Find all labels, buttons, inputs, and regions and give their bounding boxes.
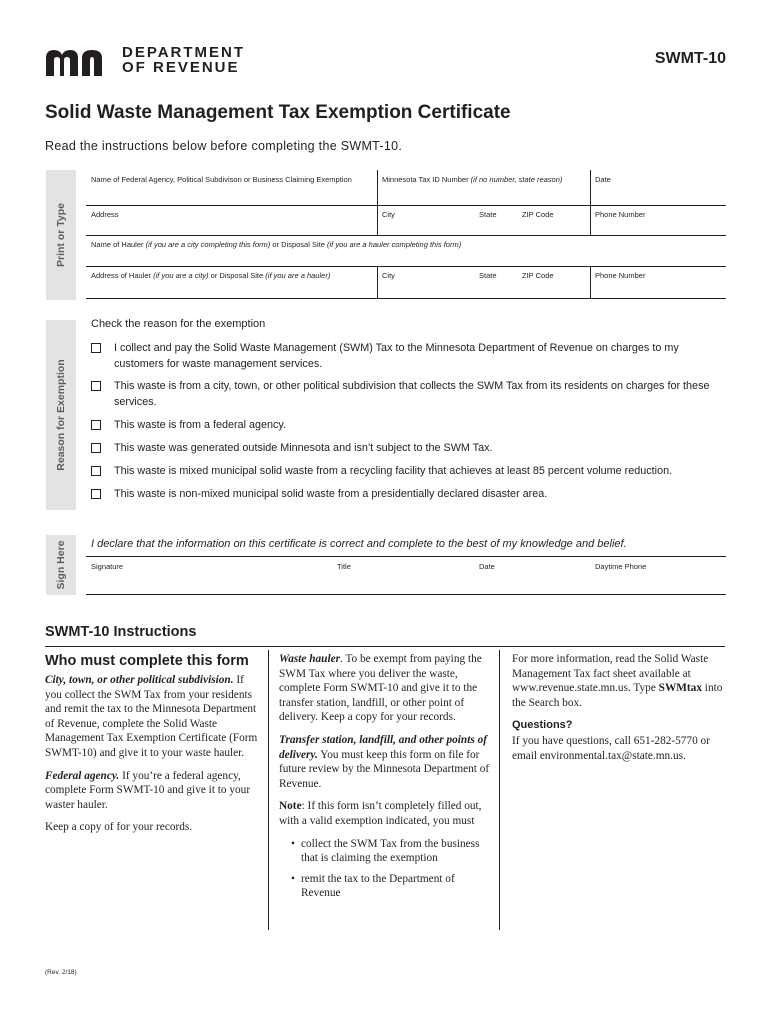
field-label: Name of Federal Agency, Political Subdivison or Business Claiming Exemption [91, 175, 352, 184]
reason-text-6: This waste is non-mixed municipal solid waste from a presidentially declared disaster area. [114, 488, 548, 500]
paragraph [279, 733, 491, 791]
signature-field[interactable]: Signature [91, 562, 124, 571]
field-label: Address [91, 210, 119, 219]
body-text: If you collect the SWM Tax from your residents and remit the tax to the Minnesota Department of Revenue, complete the Solid Waste Management Tax Exemption Certificate (Form SWMT-10) and give it to your waste hauler. [45, 674, 258, 759]
lead-text: City, town, or other political subdivision. [45, 674, 234, 686]
hauler-address-field[interactable] [91, 271, 330, 280]
field-label: or Disposal Site [210, 271, 264, 280]
instructions-title: SWMT-10 Instructions [45, 624, 197, 640]
mn-logo-icon [46, 50, 116, 76]
list-item: • remit the tax to the Department of Revenue [291, 872, 491, 901]
section-print-or-type [46, 170, 76, 300]
field-note: (if you are a hauler completing this form) [326, 240, 462, 249]
reason-text-3: This waste is from a federal agency. [114, 419, 287, 431]
field-label: City [382, 271, 395, 280]
bullet-list [291, 837, 491, 901]
reason-checkbox-2[interactable] [91, 381, 101, 391]
page-title: Solid Waste Management Tax Exemption Certificate [45, 102, 511, 123]
department-line1: DEPARTMENT [122, 44, 246, 61]
paragraph [512, 652, 726, 710]
zip-field[interactable] [522, 210, 554, 219]
reason-text-5: This waste is mixed municipal solid waste from a recycling facility that achieves at least 85 percent volume reduction. [114, 465, 673, 477]
phone-field[interactable] [595, 210, 645, 219]
divider [590, 266, 591, 298]
divider [45, 646, 725, 647]
field-note: (if no number, state reason) [470, 175, 563, 184]
title-field[interactable]: Title [337, 562, 351, 571]
paragraph [279, 652, 491, 725]
reason-checkbox-5[interactable] [91, 466, 101, 476]
paragraph [45, 673, 260, 761]
phone-field-2[interactable] [595, 271, 645, 280]
reason-checkbox-4[interactable] [91, 443, 101, 453]
field-note: (if you are a city) [153, 271, 209, 280]
field-label: City [382, 210, 395, 219]
section-reason-for-exemption [46, 320, 76, 510]
instructions-column-1 [45, 652, 260, 843]
department-line2: OF REVENUE [122, 59, 240, 76]
paragraph [45, 769, 260, 813]
paragraph [279, 799, 491, 828]
who-must-complete-heading: Who must complete this form [45, 653, 249, 669]
divider [590, 170, 591, 235]
reason-heading: Check the reason for the exemption [91, 318, 266, 330]
zip-field-2[interactable] [522, 271, 554, 280]
field-label: Phone Number [595, 210, 646, 219]
field-label: Name of Hauler [91, 240, 144, 249]
instructions-column-3 [512, 652, 726, 771]
section-label: Print or Type [55, 203, 67, 267]
divider [86, 205, 726, 206]
body-text: : If this form isn’t completely filled out, with a valid exemption indicated, you must [279, 800, 482, 827]
reason-text-2: This waste is from a city, town, or other political subdivision that collects the SWM Tax from its residents on charges for these services. [114, 380, 710, 408]
field-label: Date [595, 175, 611, 184]
body-text: For more information, read the Solid Waste Management Tax fact sheet available at www.revenue.state.mn.us. Type [512, 653, 709, 695]
page-subtitle: Read the instructions below before completing the SWMT-10. [45, 139, 403, 153]
divider [86, 298, 726, 299]
sign-date-field[interactable]: Date [479, 562, 495, 571]
reason-text-4: This waste was generated outside Minnesota and isn’t subject to the SWM Tax. [114, 442, 493, 454]
questions-heading: Questions? [512, 719, 573, 732]
reason-checkbox-1[interactable] [91, 343, 101, 353]
divider [86, 556, 726, 557]
body-text: If you’re a federal agency, complete Form SWMT-10 and give it to your waster hauler. [45, 769, 251, 811]
divider [377, 266, 378, 298]
declaration: I declare that the information on this certificate is correct and complete to the best of my knowledge and belief. [91, 538, 627, 550]
divider [86, 594, 726, 595]
field-label: or Disposal Site [272, 240, 325, 249]
body-text: . To be exempt from paying the SWM Tax where you deliver the waste, complete Form SWMT-10 and give it to the transfer station, landfill, or other point of delivery. Keep a copy for your records. [279, 653, 482, 724]
field-note: (if you are a hauler) [265, 271, 331, 280]
field-label: ZIP Code [522, 271, 554, 280]
form-id: SWMT-10 [654, 50, 726, 67]
reason-checkbox-3[interactable] [91, 420, 101, 430]
divider [499, 650, 500, 930]
revision-date: (Rev. 2/18) [45, 969, 77, 976]
list-item: • collect the SWM Tax from the business that is claiming the exemption [291, 837, 491, 866]
field-label: State [479, 271, 497, 280]
field-label: ZIP Code [522, 210, 554, 219]
paragraph: Keep a copy of for your records. [45, 821, 193, 834]
body-text: into the Search box. [512, 682, 723, 709]
lead-text: Transfer station, landfill, and other points of delivery. [279, 733, 487, 761]
paragraph: If you have questions, call 651-282-5770 or email environmental.tax@state.mn.us. [512, 734, 710, 762]
city-field[interactable] [382, 210, 395, 219]
field-label: Address of Hauler [91, 271, 152, 280]
section-sign-here [46, 535, 76, 595]
agency-name-field[interactable] [91, 175, 352, 184]
lead-text: Federal agency. [45, 769, 120, 782]
city-field-2[interactable] [382, 271, 395, 280]
reason-checkbox-6[interactable] [91, 489, 101, 499]
field-label: Phone Number [595, 271, 646, 280]
lead-text: Waste hauler [279, 653, 340, 665]
reason-text-1: I collect and pay the Solid Waste Management (SWM) Tax to the Minnesota Department of Revenue on charges to my customers for waste management services. [114, 342, 679, 370]
section-label: Reason for Exemption [55, 359, 67, 471]
section-label: Sign Here [55, 540, 67, 590]
search-term: SWMtax [658, 682, 702, 695]
divider [377, 170, 378, 235]
mn-tax-id-field[interactable] [382, 175, 562, 184]
lead-text: Note [279, 800, 302, 813]
hauler-name-field[interactable] [91, 240, 461, 249]
instructions-column-2 [279, 652, 491, 907]
daytime-phone-field[interactable]: Daytime Phone [595, 562, 647, 571]
divider [86, 266, 726, 267]
state-field-2[interactable] [479, 271, 497, 280]
body-text: You must keep this form on file for future review by the Minnesota Department of Revenue. [279, 748, 490, 790]
address-field[interactable] [91, 210, 119, 219]
field-note: (if you are a city completing this form) [145, 240, 271, 249]
field-label: State [479, 210, 497, 219]
department-name [122, 45, 245, 75]
divider [86, 235, 726, 236]
state-field[interactable] [479, 210, 497, 219]
date-field[interactable] [595, 175, 611, 184]
field-label: Minnesota Tax ID Number [382, 175, 469, 184]
divider [268, 650, 269, 930]
